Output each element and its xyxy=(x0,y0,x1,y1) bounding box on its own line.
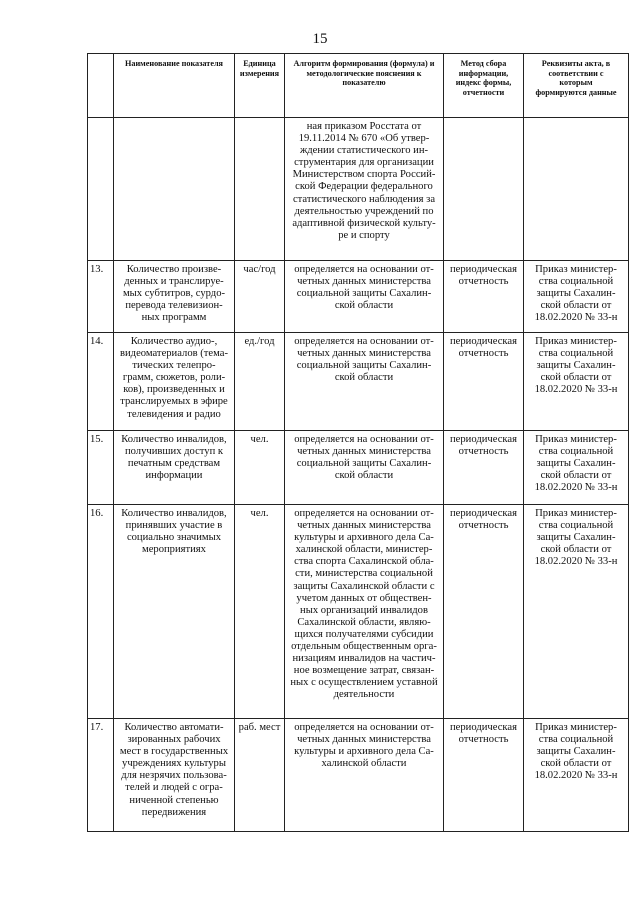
row-collection-method: периодическая отчетность xyxy=(444,261,524,333)
row-indicator-name: Количество инвалидов, получивших доступ к печатным средствам информации xyxy=(114,431,235,505)
table-row xyxy=(88,118,629,261)
header-indicator-name: Наименование показателя xyxy=(114,54,235,118)
row-unit: час/год xyxy=(235,261,285,333)
row-act-details: Приказ министер- ства социальной защиты Сахалин- ской области от 18.02.2020 № 33-н xyxy=(524,719,629,832)
indicators-table xyxy=(87,53,629,832)
page-number: 15 xyxy=(312,31,328,47)
row-algorithm: определяется на основании от- четных данных министерства культуры и архивного дела Са- халинской области, министер- ства спорта Сахалинской обла- сти, министерства социальной защиты Сахалинской области с учетом данных от обществен- ных организаций инвалидов Сахалинской области, являю- щихся получателями субсидии отдельным общественным орга- низациям инвалидов на частич- ное возмещение затрат, связан- ных с осуществлением уставной деятельности xyxy=(285,505,444,719)
row-algorithm: определяется на основании от- четных данных министерства социальной защиты Сахалин- ской области xyxy=(285,333,444,431)
row-number: 13. xyxy=(88,261,114,333)
row-collection-method: периодическая отчетность xyxy=(444,431,524,505)
table-row xyxy=(88,261,629,333)
table-row xyxy=(88,333,629,431)
row-act-details: Приказ министер- ства социальной защиты Сахалин- ской области от 18.02.2020 № 33-н xyxy=(524,333,629,431)
row-algorithm: определяется на основании от- четных данных министерства социальной защиты Сахалин- ской области xyxy=(285,431,444,505)
row-indicator-name: Количество инвалидов, принявших участие в социально значимых мероприятиях xyxy=(114,505,235,719)
row-act-details: Приказ министер- ства социальной защиты Сахалин- ской области от 18.02.2020 № 33-н xyxy=(524,505,629,719)
row-algorithm: ная приказом Росстата от 19.11.2014 № 670 «Об утвер- ждении статистического ин- струментария для организации Министерством спорта Россий- ской Федерации федерального статистического наблюдения за деятельностью учреждений по адаптивной физической культу- ре и спорту xyxy=(285,118,444,261)
row-collection-method: периодическая отчетность xyxy=(444,505,524,719)
row-indicator-name: Количество автомати- зированных рабочих мест в государственных учреждениях культуры для незрячих пользова- телей и людей с огра- ниченной степенью передвижения xyxy=(114,719,235,832)
header-collection-method: Метод сбора информации, индекс формы, отчетности xyxy=(444,54,524,118)
row-number: 14. xyxy=(88,333,114,431)
header-unit: Единица измерения xyxy=(235,54,285,118)
row-act-details xyxy=(524,118,629,261)
header-number xyxy=(88,54,114,118)
header-act-details: Реквизиты акта, в соответствии с которым формируются данные xyxy=(524,54,629,118)
row-number: 17. xyxy=(88,719,114,832)
row-unit: чел. xyxy=(235,505,285,719)
row-collection-method: периодическая отчетность xyxy=(444,333,524,431)
row-collection-method xyxy=(444,118,524,261)
row-unit: ед./год xyxy=(235,333,285,431)
header-algorithm: Алгоритм формирования (формула) и методологические пояснения к показателю xyxy=(285,54,444,118)
row-indicator-name: Количество произве- денных и транслируе- мых субтитров, сурдо- перевода телевизион- ных программ xyxy=(114,261,235,333)
row-act-details: Приказ министер- ства социальной защиты Сахалин- ской области от 18.02.2020 № 33-н xyxy=(524,261,629,333)
table-row xyxy=(88,719,629,832)
row-number: 15. xyxy=(88,431,114,505)
row-collection-method: периодическая отчетность xyxy=(444,719,524,832)
row-number: 16. xyxy=(88,505,114,719)
table-row xyxy=(88,431,629,505)
row-indicator-name: Количество аудио-, видеоматериалов (тема- тических телепро- грамм, сюжетов, роли- ков), произведенных и транслируемых в эфире телевидения и радио xyxy=(114,333,235,431)
row-algorithm: определяется на основании от- четных данных министерства социальной защиты Сахалин- ской области xyxy=(285,261,444,333)
table-header-row xyxy=(88,54,629,118)
row-unit xyxy=(235,118,285,261)
row-act-details: Приказ министер- ства социальной защиты Сахалин- ской области от 18.02.2020 № 33-н xyxy=(524,431,629,505)
row-unit: раб. мест xyxy=(235,719,285,832)
table-row xyxy=(88,505,629,719)
row-number xyxy=(88,118,114,261)
row-indicator-name xyxy=(114,118,235,261)
row-unit: чел. xyxy=(235,431,285,505)
row-algorithm: определяется на основании от- четных данных министерства культуры и архивного дела Са- халинской области xyxy=(285,719,444,832)
